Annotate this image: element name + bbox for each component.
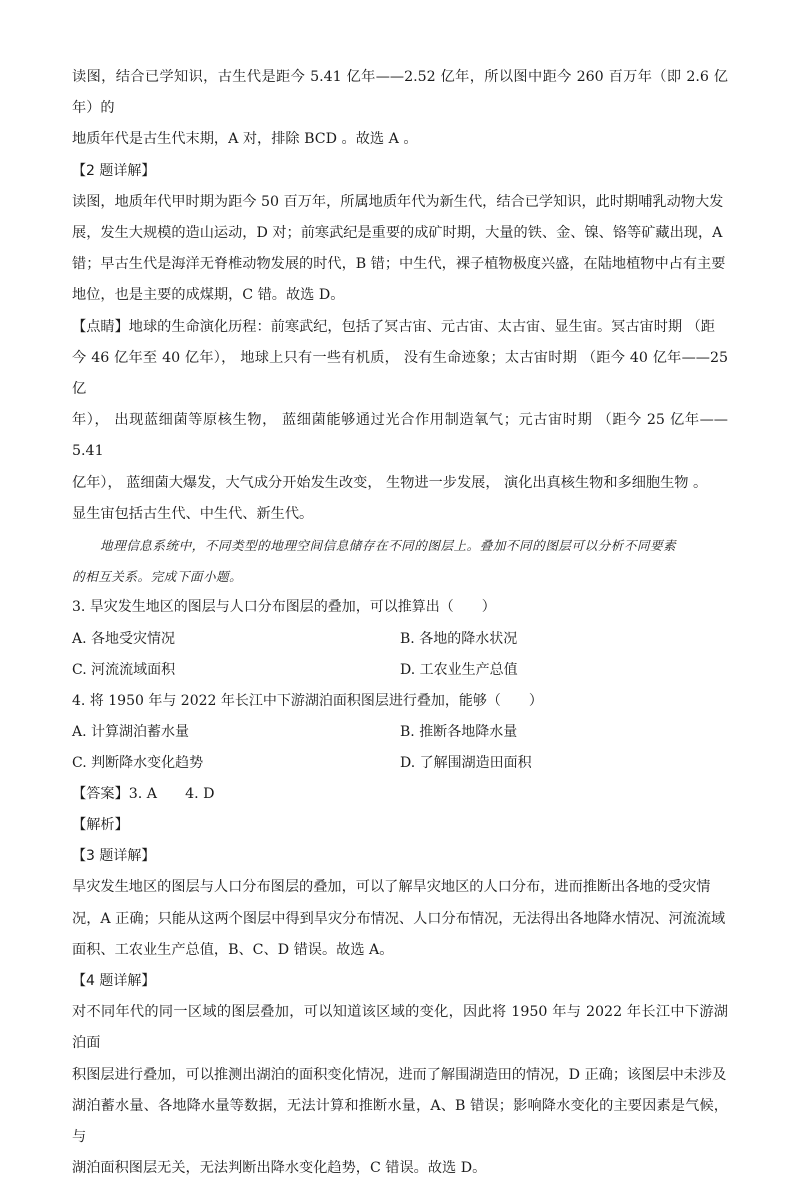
commentary-line: 年）， 出现蓝细菌等原核生物， 蓝细菌能够通过光合作用制造氧气；元古宙时期 （距今 25 亿年——5.41 bbox=[72, 412, 728, 460]
q4-detail-line: 对不同年代的同一区域的图层叠加，可以知道该区域的变化，因此将 1950 年与 2022 年长江中下游湖泊面 bbox=[72, 1004, 728, 1052]
option-b[interactable]: B. 推断各地降水量 bbox=[400, 723, 518, 740]
q2-detail-line: 展，发生大规模的造山运动，D 对；前寒武纪是重要的成矿时期，大量的铁、金、镍、铬等矿藏出现，A bbox=[72, 225, 723, 242]
q3-detail-line: 旱灾发生地区的图层与人口分布图层的叠加，可以了解旱灾地区的人口分布，进而推断出各地的受灾情 bbox=[72, 879, 711, 896]
question-3-stem: 3. 旱灾发生地区的图层与人口分布图层的叠加，可以推算出（ ） bbox=[72, 599, 496, 616]
option-c[interactable]: C. 河流流域面积 bbox=[72, 661, 176, 678]
intro-line: 的相互关系。完成下面小题。 bbox=[72, 569, 243, 585]
commentary-line: 亿年）， 蓝细菌大爆发，大气成分开始发生改变， 生物进一步发展， 演化出真核生物和多细胞生物 。 bbox=[72, 474, 708, 491]
q3-detail-line: 况，A 正确；只能从这两个图层中得到旱灾分布情况、人口分布情况，无法得出各地降水情况、河流流域 bbox=[72, 910, 726, 927]
answer-3: 3. A bbox=[128, 785, 158, 802]
q3-detail-line: 面积、工农业生产总值，B、C、D 错误。故选 A。 bbox=[72, 941, 394, 958]
q3-detail-heading: 【3 题详解】 bbox=[72, 848, 156, 865]
option-c[interactable]: C. 判断降水变化趋势 bbox=[72, 754, 204, 771]
q2-explanation-line: 地质年代是古生代末期，A 对，排除 BCD 。故选 A 。 bbox=[72, 131, 418, 148]
q4-detail-line: 湖泊蓄水量、各地降水量等数据，无法计算和推断水量，A、B 错误；影响降水变化的主要因素是气候，与 bbox=[72, 1097, 728, 1146]
q2-detail-line: 地位，也是主要的成煤期，C 错。故选 D。 bbox=[72, 287, 345, 304]
option-b[interactable]: B. 各地的降水状况 bbox=[400, 630, 518, 647]
option-d[interactable]: D. 了解围湖造田面积 bbox=[400, 754, 532, 771]
commentary-line: 显生宙包括古生代、中生代、新生代。 bbox=[72, 505, 314, 522]
option-a[interactable]: A. 各地受灾情况 bbox=[72, 630, 176, 647]
q2-detail-heading: 【2 题详解】 bbox=[72, 162, 156, 179]
q4-detail-line: 积图层进行叠加，可以推测出湖泊的面积变化情况，进而了解围湖造田的情况，D 正确；该图层中未涉及 bbox=[72, 1066, 727, 1083]
option-d[interactable]: D. 工农业生产总值 bbox=[400, 661, 518, 678]
commentary-line bbox=[72, 312, 728, 343]
option-a[interactable]: A. 计算湖泊蓄水量 bbox=[72, 723, 190, 740]
q4-detail-heading: 【4 题详解】 bbox=[72, 973, 156, 990]
answer-line bbox=[72, 779, 728, 810]
answer-4: 4. D bbox=[185, 785, 215, 802]
q4-detail-line: 湖泊面积图层无关，无法判断出降水变化趋势，C 错误。故选 D。 bbox=[72, 1160, 487, 1177]
q2-explanation-line: 读图，结合已学知识，古生代是距今 5.41 亿年——2.52 亿年，所以图中距今 260 百万年（即 2.6 亿年）的 bbox=[72, 69, 728, 117]
intro-line: 地理信息系统中，不同类型的地理空间信息储存在不同的图层上。叠加不同的图层可以分析不同要素 bbox=[100, 538, 677, 554]
commentary-text: 地球的生命演化历程：前寒武纪，包括了冥古宙、元古宙、太古宙、显生宙。冥古宙时期 （距 bbox=[128, 318, 715, 335]
q2-detail-line: 错；早古生代是海洋无脊椎动物发展的时代，B 错；中生代，裸子植物极度兴盛，在陆地植物中占有主要 bbox=[72, 256, 726, 273]
question-4-options bbox=[72, 717, 728, 779]
commentary-line: 今 46 亿年至 40 亿年）， 地球上只有一些有机质， 没有生命迹象；太古宙时期 （距今 40 亿年——25 亿 bbox=[72, 349, 728, 398]
commentary-label: 【点睛】 bbox=[72, 318, 129, 335]
analysis-heading: 【解析】 bbox=[72, 817, 129, 834]
q2-detail-line: 读图，地质年代甲时期为距今 50 百万年，所属地质年代为新生代，结合已学知识，此时期哺乳动物大发 bbox=[72, 193, 724, 210]
answer-label: 【答案】 bbox=[72, 785, 129, 802]
document-page bbox=[72, 62, 728, 1185]
question-4-stem: 4. 将 1950 年与 2022 年长江中下游湖泊面积图层进行叠加，能够（ ） bbox=[72, 692, 543, 709]
question-3-options bbox=[72, 624, 728, 686]
